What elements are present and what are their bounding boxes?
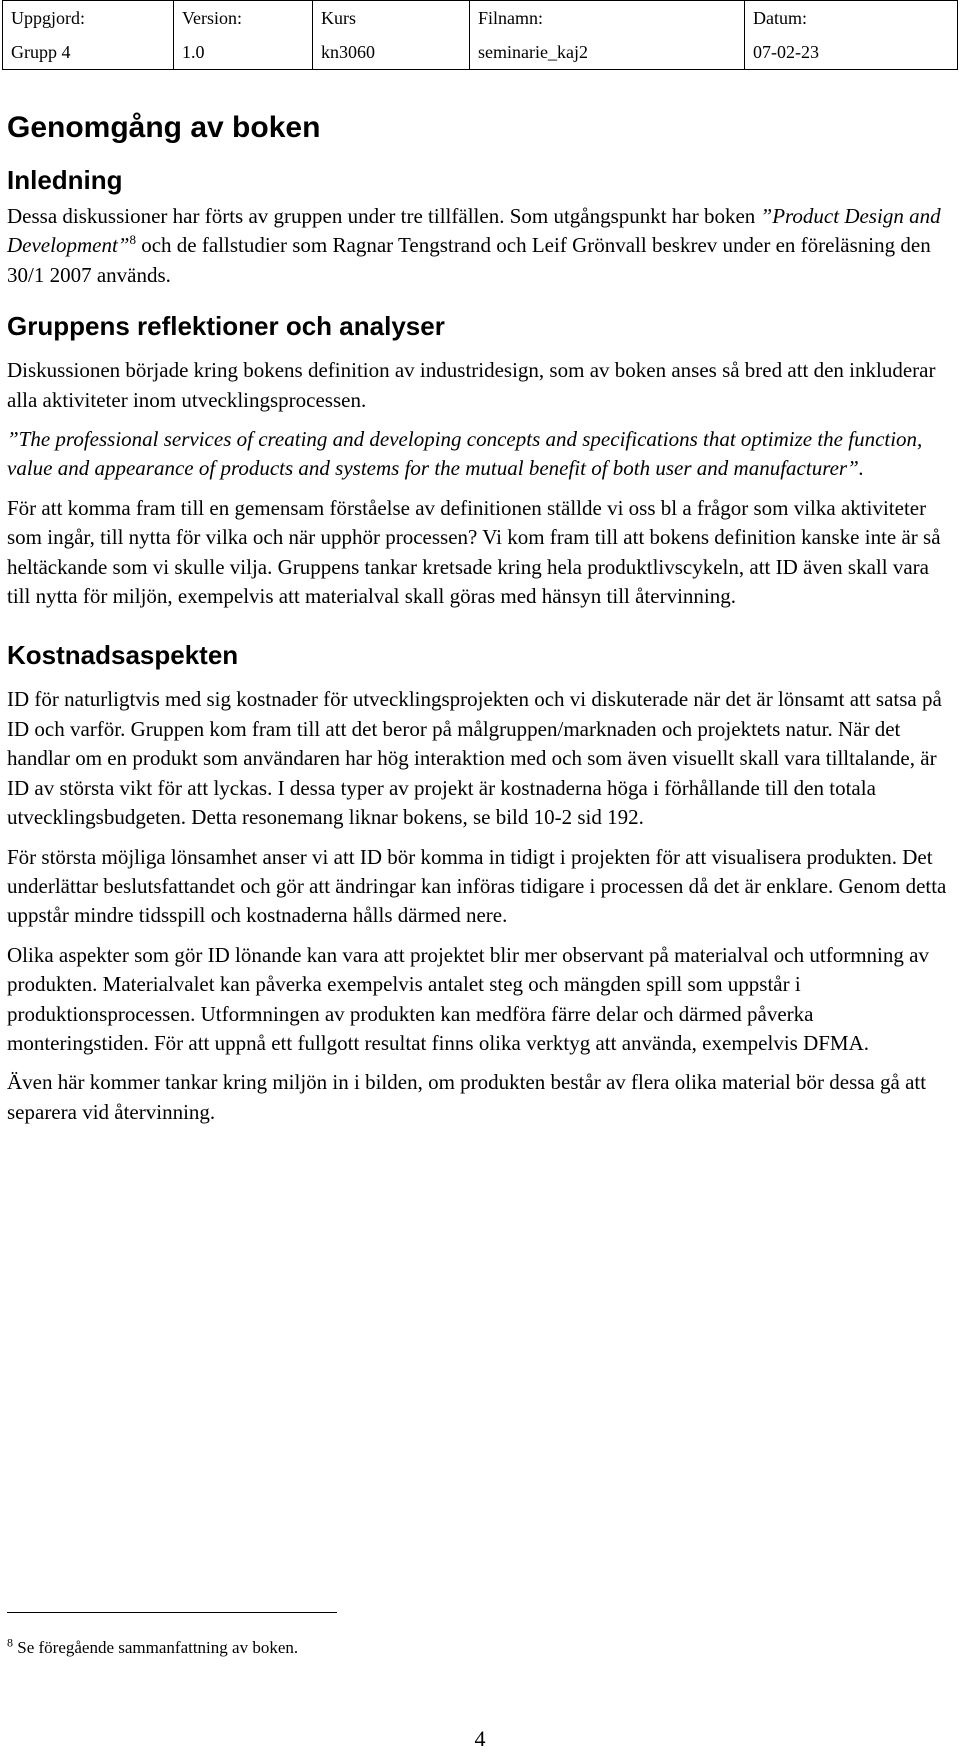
header-cell-datum [745,1,958,70]
header-label: Uppgjord: [11,8,85,28]
document-header-table [2,0,958,70]
paragraph-reflektioner-1: Diskussionen började kring bokens definition av industridesign, som av boken anses så bred att den inkluderar alla aktiviteter inom utvecklingsprocessen. [7,358,936,412]
header-cell-version [174,1,313,70]
document-title: Genomgång av boken [7,111,321,144]
book-title: ”Product Design and Development” [7,204,941,258]
header-cell-kurs [313,1,470,70]
header-value: 07-02-23 [753,42,819,62]
header-cell-filnamn [470,1,745,70]
header-label: Datum: [753,8,807,28]
quote-definition: ”The professional services of creating and developing concepts and specifications that optimize the function, value and appearance of products and systems for the mutual benefit of both user and manufacturer”. [7,427,923,481]
footnote-number: 8 [7,1635,13,1650]
heading-kostnadsaspekten: Kostnadsaspekten [7,640,239,671]
paragraph-kostnad-2: För största möjliga lönsamhet anser vi att ID bör komma in tidigt i projekten för att visualisera produkten. Det underlättar beslutsfattandet och gör att ändringar kan införas tidigare i processen då det är enklare. Genom detta uppstår mindre tidsspill och kostnaderna hålls därmed nere. [7,844,947,928]
header-value: 1.0 [182,42,205,62]
page-number: 4 [474,1726,486,1751]
paragraph-kostnad-3: Olika aspekter som gör ID lönande kan vara att projektet blir mer observant på materialval och utformning av produkten. Materialvalet kan påverka exempelvis antalet steg och mängden spill som uppstår i produktionsprocessen. Utformningen av produkten kan medföra färre delar och därmed påverka monteringstiden. För att uppnå ett fullgott resultat finns olika verktyg att använda, exempelvis DFMA. [7,942,929,1055]
paragraph-kostnad-1: ID för naturligtvis med sig kostnader för utvecklingsprojekten och vi diskuterade när det är lönsamt att satsa på ID och varför. Gruppen kom fram till att det beror på målgruppen/marknaden och projektets natur. När det handlar om en produkt som användaren har hög interaktion med och som även visuellt skall vara tilltalande, är ID av största vikt för att lyckas. I dessa typer av projekt är kostnaderna höga i förhållande till den totala utvecklingsbudgeten. Detta resonemang liknar bokens, se bild 10-2 sid 192. [7,687,942,830]
header-label: Kurs [321,8,356,28]
heading-reflektioner: Gruppens reflektioner och analyser [7,311,445,342]
text-segment: och de fallstudier som Ragnar Tengstrand och Leif Grönvall beskrev under en föreläsning den 30/1 2007 används. [7,233,931,287]
document-body [7,96,947,1127]
header-value: Grupp 4 [11,42,71,62]
footnote [7,1636,298,1660]
paragraph-inledning [7,202,947,290]
paragraph-reflektioner-2: För att komma fram till en gemensam förståelse av definitionen ställde vi oss bl a frågor som vilka aktiviteter som ingår, till nytta för vilka och när upphör processen? Vi kom fram till att bokens definition kanske inte är så heltäckande som vi skulle vilja. Gruppens tankar kretsade kring hela produktlivscykeln, att ID även skall vara till nytta för miljön, exempelvis att materialval skall göras med hänsyn till återvinning. [7,495,941,609]
heading-inledning: Inledning [7,165,123,195]
footnote-separator [7,1612,337,1613]
text-segment: Dessa diskussioner har förts av gruppen under tre tillfällen. Som utgångspunkt har boken [7,204,761,228]
footnote-ref: 8 [129,232,136,248]
header-label: Filnamn: [478,8,544,28]
paragraph-kostnad-4: Även här kommer tankar kring miljön in i bilden, om produkten består av flera olika material bör dessa gå att separera vid återvinning. [7,1070,927,1124]
header-value: seminarie_kaj2 [478,42,588,62]
header-label: Version: [182,8,242,28]
header-cell-uppgjord [3,1,174,70]
header-value: kn3060 [321,42,375,62]
footnote-text: Se föregående sammanfattning av boken. [13,1638,299,1657]
